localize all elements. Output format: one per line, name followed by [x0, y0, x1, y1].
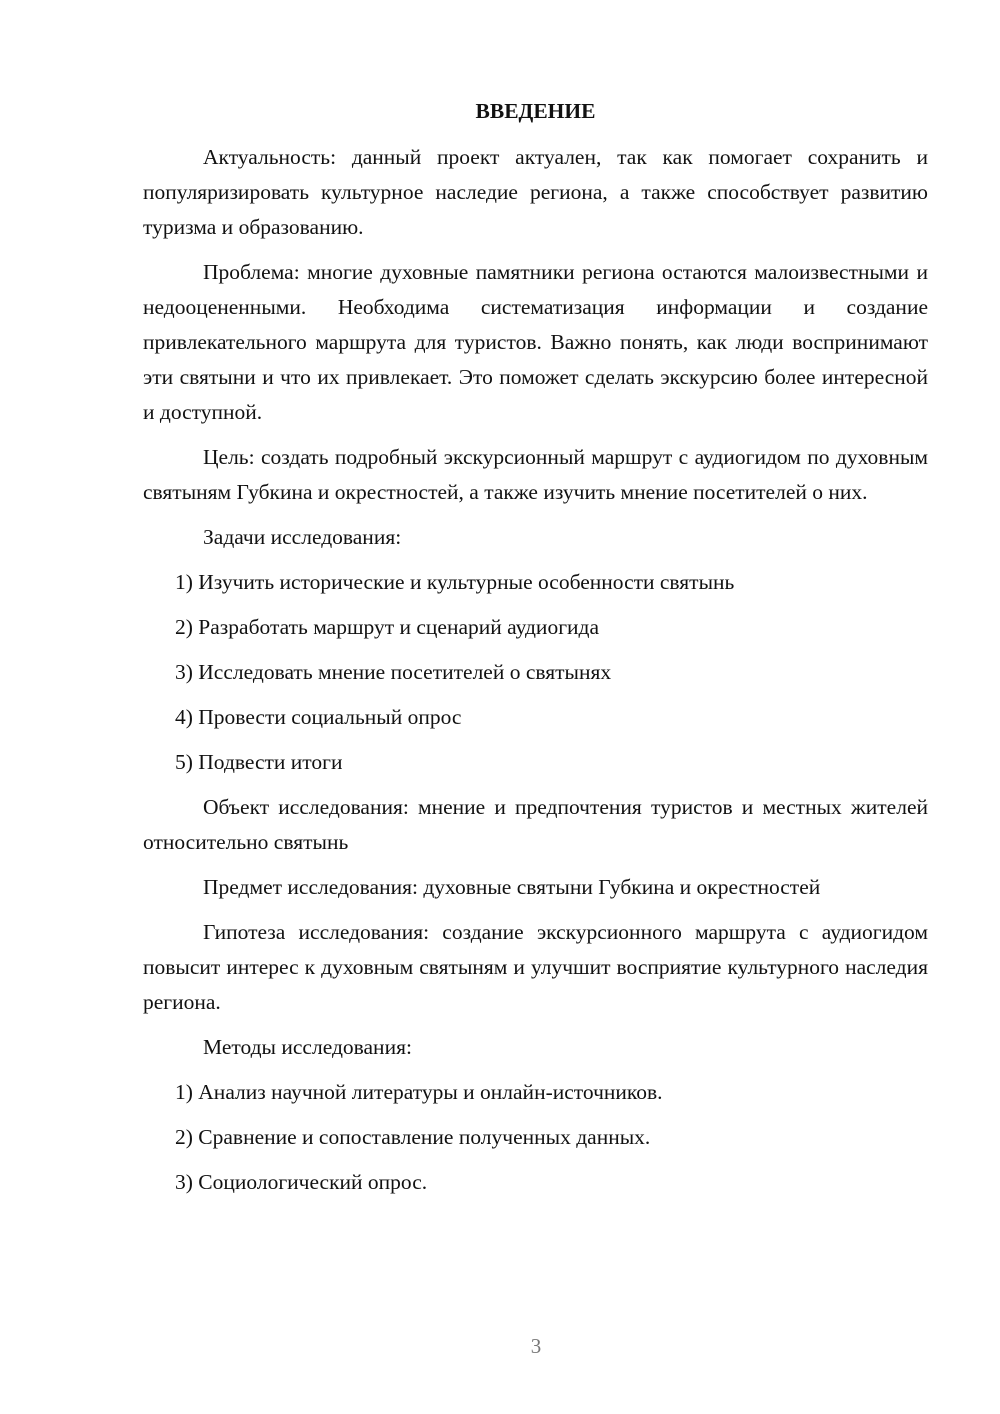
- task-item: 3) Исследовать мнение посетителей о святынях: [175, 660, 612, 684]
- page-content: [143, 94, 928, 1210]
- goal-paragraph: Цель: создать подробный экскурсионный маршрут с аудиогидом по духовным святыням Губкина и окрестностей, а также изучить мнение посетителей о них.: [143, 445, 928, 504]
- relevance-paragraph: Актуальность: данный проект актуален, так как помогает сохранить и популяризировать культурное наследие региона, а также способствует развитию туризма и образованию.: [143, 145, 928, 239]
- task-item: 5) Подвести итоги: [175, 750, 343, 774]
- task-item: 4) Провести социальный опрос: [175, 705, 462, 729]
- problem-paragraph: Проблема: многие духовные памятники региона остаются малоизвестными и недооцененными. Необходима систематизация информации и создание привлекательного маршрута для туристов. Важно понять, как люди воспринимают эти святыни и что их привлекает. Это поможет сделать экскурсию более интересной и доступной.: [143, 260, 928, 424]
- section-title: ВВЕДЕНИЕ: [475, 99, 596, 123]
- method-item: 2) Сравнение и сопоставление полученных данных.: [175, 1125, 651, 1149]
- page-number: 3: [530, 1334, 542, 1358]
- hypothesis-paragraph: Гипотеза исследования: создание экскурсионного маршрута с аудиогидом повысит интерес к духовным святыням и улучшит восприятие культурного наследия региона.: [143, 920, 928, 1014]
- tasks-list: [143, 565, 928, 780]
- task-item: 1) Изучить исторические и культурные особенности святынь: [175, 570, 735, 594]
- method-item: 1) Анализ научной литературы и онлайн-источников.: [175, 1080, 663, 1104]
- methods-list: [143, 1075, 928, 1200]
- tasks-heading: Задачи исследования:: [203, 525, 402, 549]
- subject-paragraph: Предмет исследования: духовные святыни Губкина и окрестностей: [203, 875, 821, 899]
- object-paragraph: Объект исследования: мнение и предпочтения туристов и местных жителей относительно святынь: [143, 795, 928, 854]
- method-item: 3) Социологический опрос.: [175, 1170, 428, 1194]
- task-item: 2) Разработать маршрут и сценарий аудиогида: [175, 615, 599, 639]
- methods-heading: Методы исследования:: [203, 1035, 412, 1059]
